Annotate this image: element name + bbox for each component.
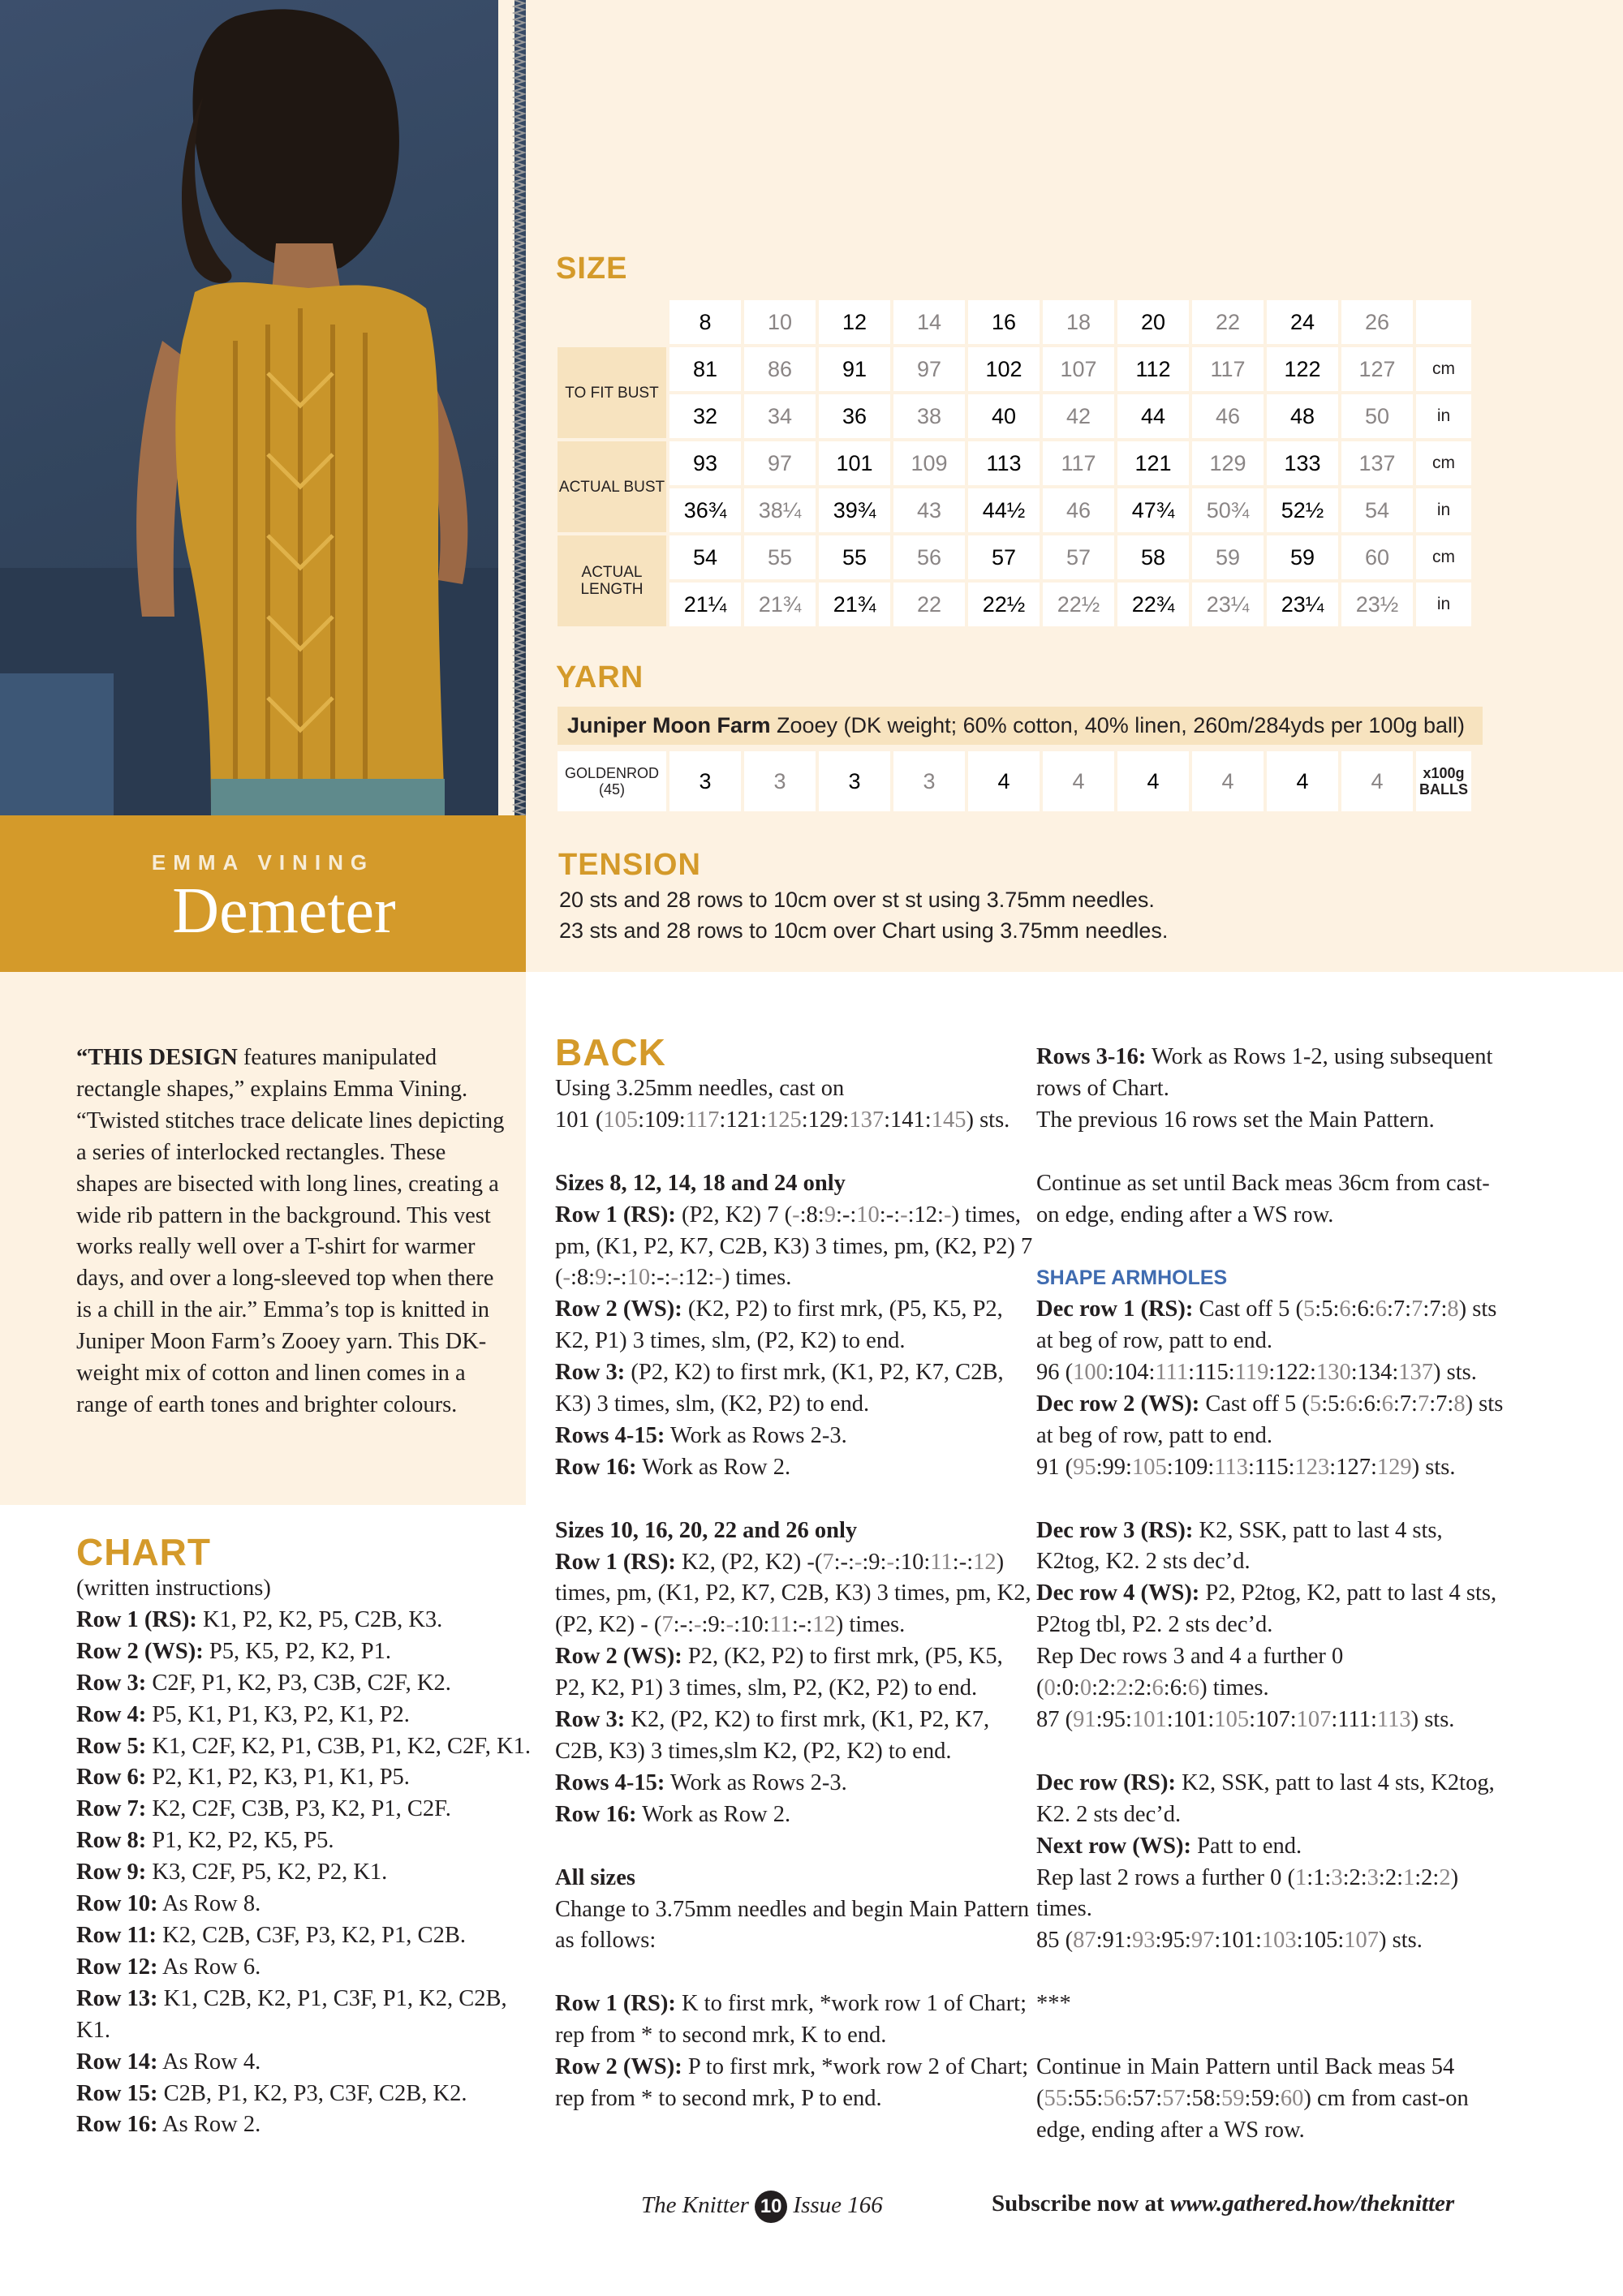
yarn-amount-cell: 4 (968, 751, 1040, 811)
sizes-b-rows4-15: Rows 4-15: Work as Rows 2-3. (555, 1769, 847, 1795)
main-row1: Row 1 (RS): K to first mrk, *work row 1 of Chart; rep from * to second mrk, K to end. (555, 1991, 1027, 2049)
size-in-cell: 52½ (1267, 488, 1338, 532)
yarn-description (558, 707, 1483, 745)
yarn-details: Zooey (DK weight; 60% cotton, 40% linen, 260m/284yds per 100g ball) (770, 713, 1466, 737)
unit-in: in (1416, 394, 1471, 438)
main-row2: Row 2 (WS): P to first mrk, *work row 2 of Chart; rep from * to second mrk, P to end. (555, 2054, 1029, 2111)
all-sizes-text: Change to 3.75mm needles and begin Main Pattern as follows: (555, 1896, 1030, 1954)
size-in-cell: 38¼ (744, 488, 816, 532)
yarn-amount-cell: 3 (744, 751, 816, 811)
chart-row: Row 16: As Row 2. (76, 2112, 261, 2138)
chart-row: Row 3: C2F, P1, K2, P3, C3B, C2F, K2. (76, 1670, 451, 1696)
sizes-b-row2: Row 2 (WS): P2, (K2, P2) to first mrk, (P5, K5, P2, K2, P1) 3 times, slm, P2, (K2, P2) to end. (555, 1644, 1003, 1701)
size-header-cell: 18 (1043, 300, 1114, 344)
subscribe-link[interactable]: www.gathered.how/theknitter (1169, 2191, 1455, 2216)
size-in-cell: 21¼ (669, 583, 741, 626)
yarn-amount-cell: 4 (1043, 751, 1114, 811)
size-in-cell: 36¾ (669, 488, 741, 532)
size-cm-cell: 57 (1043, 535, 1114, 579)
size-cm-cell: 93 (669, 441, 741, 485)
yarn-amount-table (554, 748, 1474, 815)
subscribe-text: Subscribe now at (992, 2191, 1165, 2216)
dec-row-rs: Dec row (RS): K2, SSK, patt to last 4 sts, K2tog, K2. 2 sts dec’d. (1036, 1769, 1495, 1827)
size-in-cell: 46 (1043, 488, 1114, 532)
size-in-cell: 48 (1267, 394, 1338, 438)
yarn-amount-cell: 4 (1267, 751, 1338, 811)
footer-subscribe (992, 2191, 1454, 2217)
size-header-cell: 24 (1267, 300, 1338, 344)
sizes-a-row3: Row 3: (P2, K2) to first mrk, (K1, P2, K7, C2B, K3) 3 times, slm, (K2, P2) to end. (555, 1360, 1004, 1417)
intro-body: features manipulated rectangle shapes,” explains Emma Vining. “Twisted stitches trace delicate lines depicting a series of interlocked rectangles. These shapes are bisected with long lines, creating a wide rib pattern in the background. This vest works really well over a T-shirt for warmer days, and over a long-sleeved top when there is a chill in the air.” Emma’s top is knitted in Juniper Moon Farm’s Zooey yarn. This DK-weight mix of cotton and linen comes in a range of earth tones and brighter colours. (76, 1045, 505, 1417)
sizes-a-row1: Row 1 (RS): (P2, K2) 7 (-:8:9:-:10:-:-:12:-) times, pm, (K1, P2, K7, C2B, K3) 3 times, pm, (K2, P2) 7 (-:8:9:-:10:-:-:12:-) times. (555, 1202, 1033, 1291)
size-cm-cell: 112 (1117, 347, 1189, 391)
back-heading: BACK (555, 1031, 666, 1073)
size-cm-cell: 81 (669, 347, 741, 391)
size-cm-cell: 58 (1117, 535, 1189, 579)
size-in-cell: 47¾ (1117, 488, 1189, 532)
chart-row: Row 5: K1, C2F, K2, P1, C3B, P1, K2, C2F, K1. (76, 1733, 531, 1759)
size-in-cell: 46 (1192, 394, 1264, 438)
all-sizes-heading: All sizes (555, 1864, 635, 1890)
sizes-a-row2: Row 2 (WS): (K2, P2) to first mrk, (P5, K5, P2, K2, P1) 3 times, slm, (P2, K2) to end. (555, 1296, 1003, 1354)
tension-line-2: 23 sts and 28 rows to 10cm over Chart using 3.75mm needles. (559, 918, 1169, 943)
size-cm-cell: 107 (1043, 347, 1114, 391)
chart-row: Row 6: P2, K1, P2, K3, P1, K1, P5. (76, 1765, 410, 1791)
chart-row: Row 11: K2, C2B, C3F, P3, K2, P1, C2B. (76, 1922, 466, 1948)
yarn-brand: Juniper Moon Farm (567, 713, 771, 737)
size-header-cell: 14 (893, 300, 965, 344)
unit-cell (1416, 300, 1471, 344)
model-photo (0, 0, 526, 815)
sizes-a-heading: Sizes 8, 12, 14, 18 and 24 only (555, 1170, 846, 1196)
size-cm-cell: 121 (1117, 441, 1189, 485)
size-in-cell: 22½ (1043, 583, 1114, 626)
yarn-unit: x100g BALLS (1416, 751, 1471, 811)
unit-cm: cm (1416, 441, 1471, 485)
size-header-cell: 20 (1117, 300, 1189, 344)
size-cm-cell: 101 (819, 441, 890, 485)
size-in-cell: 23½ (1341, 583, 1413, 626)
cast-on-line: Using 3.25mm needles, cast on (555, 1076, 845, 1101)
size-cm-cell: 86 (744, 347, 816, 391)
unit-cm: cm (1416, 347, 1471, 391)
next-row-ws: Next row (WS): Patt to end. (1036, 1833, 1302, 1859)
chart-row: Row 13: K1, C2B, K2, P1, C3F, P1, K2, C2B, K1. (76, 1985, 507, 2043)
continue-1: Continue as set until Back meas 36cm from cast-on edge, ending after a WS row. (1036, 1170, 1490, 1228)
armhole-column (1036, 1042, 1507, 2147)
tension-heading: TENSION (558, 848, 701, 882)
sizes-a-rows4-15: Rows 4-15: Work as Rows 2-3. (555, 1422, 847, 1448)
dec-repeat: Rep Dec rows 3 and 4 a further 0 (0:0:0:2:2:2:6:6:6) times. (1036, 1644, 1344, 1701)
unit-in: in (1416, 583, 1471, 626)
size-cm-cell: 97 (893, 347, 965, 391)
yarn-amount-cell: 4 (1117, 751, 1189, 811)
size-in-cell: 32 (669, 394, 741, 438)
size-in-cell: 38 (893, 394, 965, 438)
size-in-cell: 23¼ (1192, 583, 1264, 626)
chart-instructions (76, 1573, 531, 2141)
size-heading: SIZE (556, 252, 628, 286)
yarn-amount-cell: 3 (893, 751, 965, 811)
pattern-title: Demeter (172, 875, 396, 947)
size-header-cell: 16 (968, 300, 1040, 344)
yarn-amount-cell: 3 (819, 751, 890, 811)
size-row-label: ACTUAL LENGTH (558, 535, 666, 626)
size-in-cell: 54 (1341, 488, 1413, 532)
yarn-amount-cell: 4 (1341, 751, 1413, 811)
size-cm-cell: 127 (1341, 347, 1413, 391)
chart-row: Row 1 (RS): K1, P2, K2, P5, C2B, K3. (76, 1606, 443, 1632)
size-in-cell: 34 (744, 394, 816, 438)
intro-lead: “THIS DESIGN (76, 1045, 238, 1070)
yarn-amount-cell: 4 (1192, 751, 1264, 811)
size-in-cell: 21¾ (819, 583, 890, 626)
size-header-cell: 8 (669, 300, 741, 344)
size-header-cell: 10 (744, 300, 816, 344)
unit-cm: cm (1416, 535, 1471, 579)
dec-row-1-count: 96 (100:104:111:115:119:122:130:134:137) sts. (1036, 1360, 1477, 1386)
unit-in: in (1416, 488, 1471, 532)
size-in-cell: 22 (893, 583, 965, 626)
size-cm-cell: 117 (1043, 441, 1114, 485)
size-in-cell: 39¾ (819, 488, 890, 532)
chart-row: Row 9: K3, C2F, P5, K2, P2, K1. (76, 1860, 388, 1885)
chart-row: Row 7: K2, C2F, C3B, P3, K2, P1, C2F. (76, 1796, 451, 1822)
footer-issue (641, 2191, 883, 2223)
chart-row: Row 2 (WS): P5, K5, P2, K2, P1. (76, 1638, 391, 1664)
main-pattern-set: The previous 16 rows set the Main Pattern. (1036, 1107, 1435, 1133)
size-cm-cell: 59 (1192, 535, 1264, 579)
rep-last-2: Rep last 2 rows a further 0 (1:1:3:2:3:2:1:2:2) times. (1036, 1864, 1459, 1922)
yarn-heading: YARN (556, 660, 644, 694)
size-cm-cell: 55 (819, 535, 890, 579)
size-in-cell: 22¾ (1117, 583, 1189, 626)
yarn-colour: GOLDENROD (45) (558, 751, 666, 811)
chart-row: Row 15: C2B, P1, K2, P3, C3F, C2B, K2. (76, 2080, 467, 2106)
chart-heading: CHART (76, 1531, 211, 1573)
size-row-label: TO FIT BUST (558, 347, 666, 438)
size-in-cell: 43 (893, 488, 965, 532)
chart-row: Row 8: P1, K2, P2, K5, P5. (76, 1828, 334, 1854)
size-in-cell: 44 (1117, 394, 1189, 438)
sizes-b-heading: Sizes 10, 16, 20, 22 and 26 only (555, 1517, 858, 1543)
size-in-cell: 22½ (968, 583, 1040, 626)
cast-on-counts: 101 (105:109:117:121:125:129:137:141:145) sts. (555, 1107, 1010, 1133)
size-in-cell: 50¾ (1192, 488, 1264, 532)
sizes-b-row3: Row 3: K2, (P2, K2) to first mrk, (K1, P2, K7, C2B, K3) 3 times,slm K2, (P2, K2) to end. (555, 1707, 990, 1764)
size-in-cell: 21¾ (744, 583, 816, 626)
size-in-cell: 50 (1341, 394, 1413, 438)
page-number: 10 (755, 2191, 787, 2223)
chart-subtitle: (written instructions) (76, 1576, 271, 1601)
sizes-a-row16: Row 16: Work as Row 2. (555, 1454, 791, 1480)
size-corner (558, 300, 666, 344)
dec-row-4: Dec row 4 (WS): P2, P2tog, K2, patt to last 4 sts, P2tog tbl, P2. 2 sts dec’d. (1036, 1580, 1497, 1638)
rep-last-2-count: 85 (87:91:93:95:97:101:103:105:107) sts. (1036, 1928, 1423, 1954)
chart-row: Row 14: As Row 4. (76, 2049, 261, 2075)
size-cm-cell: 113 (968, 441, 1040, 485)
rows3-16: Rows 3-16: Work as Rows 1-2, using subsequent rows of Chart. (1036, 1044, 1493, 1101)
size-in-cell: 42 (1043, 394, 1114, 438)
size-cm-cell: 59 (1267, 535, 1338, 579)
size-in-cell: 44½ (968, 488, 1040, 532)
size-cm-cell: 122 (1267, 347, 1338, 391)
size-in-cell: 40 (968, 394, 1040, 438)
back-column (555, 1073, 1034, 2115)
size-cm-cell: 54 (669, 535, 741, 579)
size-header-cell: 22 (1192, 300, 1264, 344)
size-header-cell: 26 (1341, 300, 1413, 344)
chart-row: Row 12: As Row 6. (76, 1954, 261, 1980)
size-cm-cell: 97 (744, 441, 816, 485)
dec-row-3: Dec row 3 (RS): K2, SSK, patt to last 4 sts, K2tog, K2. 2 sts dec’d. (1036, 1517, 1443, 1575)
dec-repeat-count: 87 (91:95:101:101:105:107:107:111:113) sts. (1036, 1706, 1455, 1732)
sizes-b-row1: Row 1 (RS): K2, (P2, K2) -(7:-:-:9:-:10:11:-:12) times, pm, (K1, P2, K7, C2B, K3) 3 times, pm, K2, (P2, K2) - (7:-:-:9:-:10:11:-:12) times. (555, 1549, 1031, 1638)
size-cm-cell: 57 (968, 535, 1040, 579)
section-stars: *** (1036, 1991, 1071, 2017)
size-in-cell: 23¼ (1267, 583, 1338, 626)
dec-row-1: Dec row 1 (RS): Cast off 5 (5:5:6:6:6:7:7:7:8) sts at beg of row, patt to end. (1036, 1296, 1497, 1354)
chart-row: Row 4: P5, K1, P1, K3, P2, K1, P2. (76, 1701, 410, 1727)
size-cm-cell: 102 (968, 347, 1040, 391)
size-cm-cell: 137 (1341, 441, 1413, 485)
size-cm-cell: 55 (744, 535, 816, 579)
sizes-b-row16: Row 16: Work as Row 2. (555, 1801, 791, 1827)
size-cm-cell: 56 (893, 535, 965, 579)
designer-name: EMMA VINING (151, 850, 375, 875)
intro-text (76, 1043, 510, 1421)
tension-line-1: 20 sts and 28 rows to 10cm over st st using 3.75mm needles. (559, 888, 1155, 912)
dec-row-2: Dec row 2 (WS): Cast off 5 (5:5:6:6:6:7:7:7:8) sts at beg of row, patt to end. (1036, 1391, 1504, 1448)
size-cm-cell: 133 (1267, 441, 1338, 485)
size-cm-cell: 60 (1341, 535, 1413, 579)
issue-number: Issue 166 (793, 2192, 883, 2218)
shape-armholes-heading: SHAPE ARMHOLES (1036, 1266, 1228, 1290)
chart-row: Row 10: As Row 8. (76, 1891, 261, 1917)
size-in-cell: 36 (819, 394, 890, 438)
size-cm-cell: 129 (1192, 441, 1264, 485)
size-cm-cell: 117 (1192, 347, 1264, 391)
size-row-label: ACTUAL BUST (558, 441, 666, 532)
size-cm-cell: 109 (893, 441, 965, 485)
dec-row-2-count: 91 (95:99:105:109:113:115:123:127:129) sts. (1036, 1454, 1456, 1480)
size-header-cell: 12 (819, 300, 890, 344)
size-table (554, 297, 1474, 630)
size-cm-cell: 91 (819, 347, 890, 391)
continue-2: Continue in Main Pattern until Back meas 54 (55:55:56:57:57:58:59:59:60) cm from cast-on edge, ending after a WS row. (1036, 2053, 1469, 2143)
magazine-name: The Knitter (641, 2192, 749, 2218)
yarn-amount-cell: 3 (669, 751, 741, 811)
